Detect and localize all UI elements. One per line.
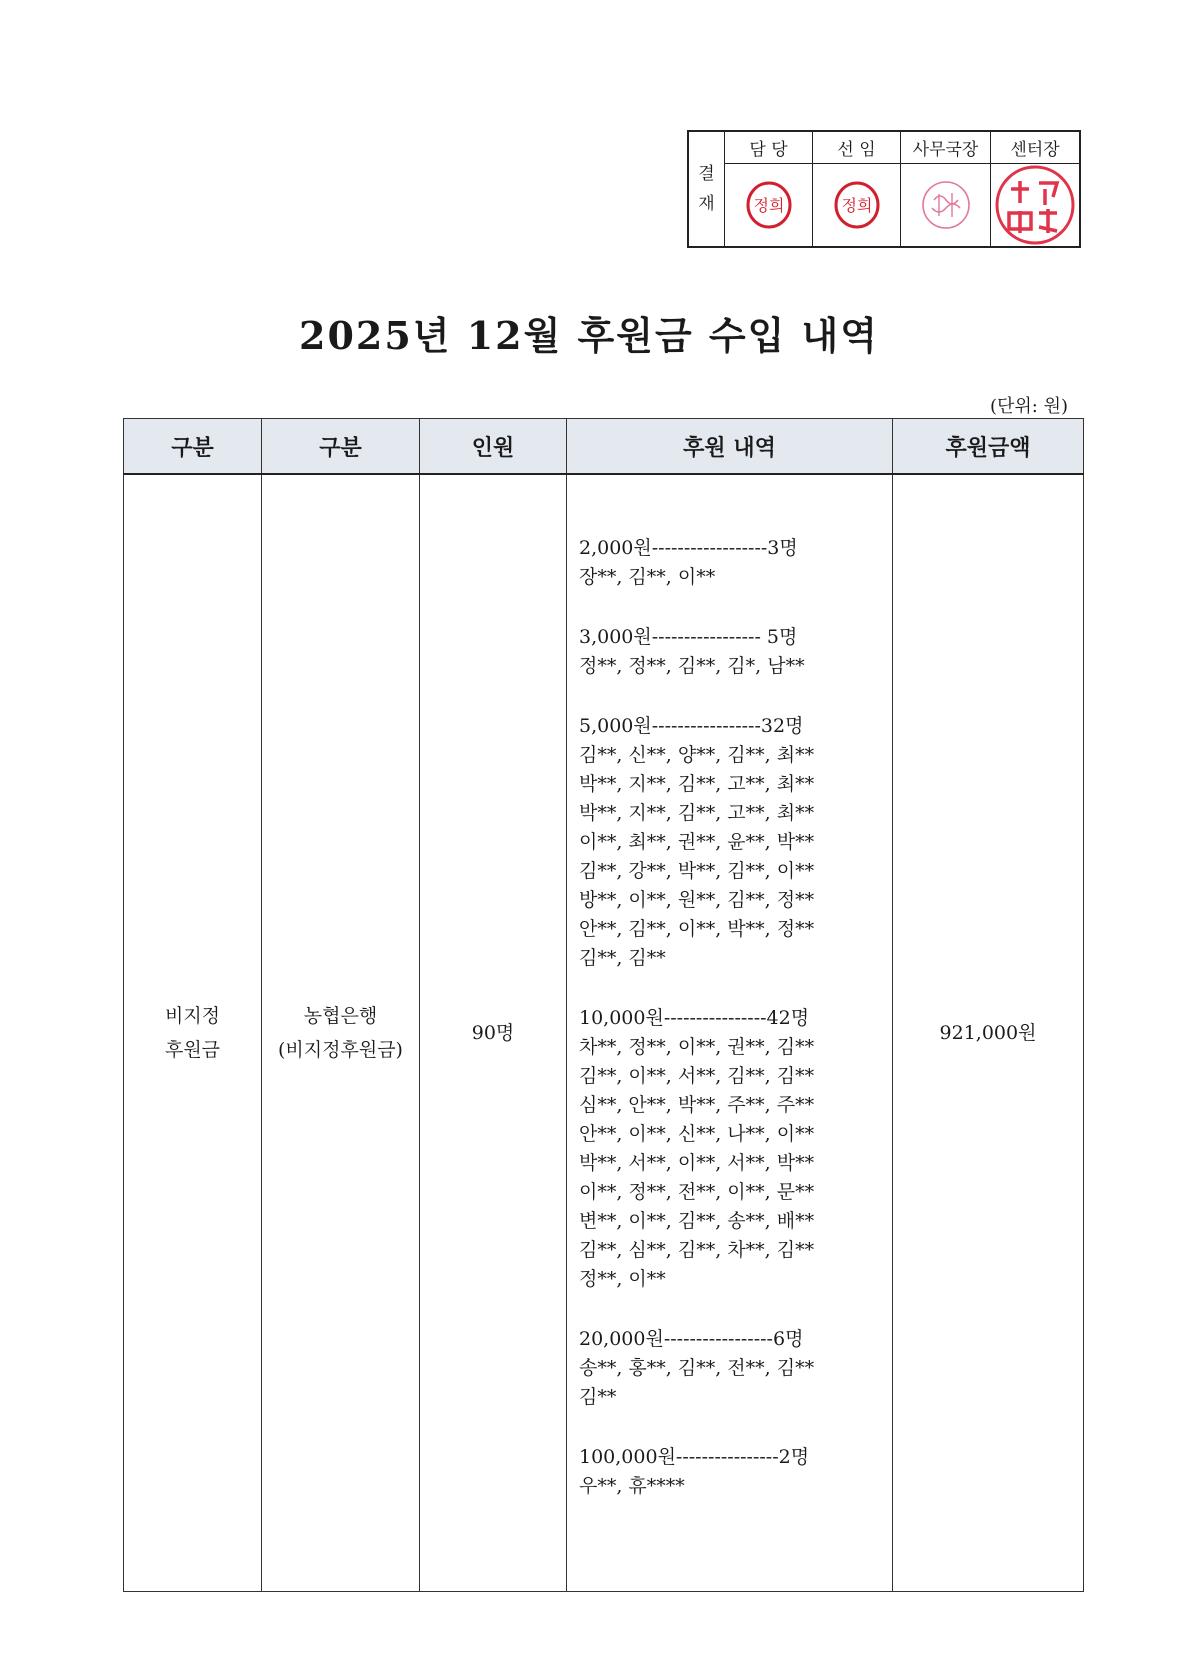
donation-group-header: 100,000원----------------2명: [579, 1446, 810, 1468]
header-amount: 후원금액: [893, 419, 1084, 475]
approval-side-char: 결: [698, 164, 715, 184]
donor-name-line: 정**, 정**, 김**, 김*, 남**: [579, 655, 805, 677]
donor-names: [579, 1033, 882, 1294]
approval-header-senior: 선 임: [813, 132, 901, 164]
category2-cell: [262, 474, 420, 1592]
category2-line: 농협은행: [303, 1005, 378, 1027]
donor-name-line: 이**, 정**, 전**, 이**, 문**: [579, 1181, 815, 1203]
approval-side-char: 재: [698, 194, 715, 214]
approval-side-label: [689, 132, 725, 246]
donation-group: [579, 1442, 882, 1501]
donor-names: [579, 741, 882, 973]
donation-group-header: 2,000원------------------3명: [579, 537, 798, 559]
donation-group: [579, 1324, 882, 1412]
donor-names: [579, 1354, 882, 1412]
donation-group: [579, 1003, 882, 1294]
donor-name-line: 우**, 휴****: [579, 1475, 685, 1497]
seal-stamp-icon: [745, 180, 793, 230]
donation-group-header: 20,000원-----------------6명: [579, 1328, 804, 1350]
donor-name-line: 송**, 홍**, 김**, 전**, 김**: [579, 1357, 815, 1379]
approval-header-secretary-general: 사무국장: [901, 132, 991, 164]
donor-name-line: 박**, 지**, 김**, 고**, 최**: [579, 773, 815, 795]
table-row: [124, 474, 1084, 1592]
donor-name-line: 변**, 이**, 김**, 송**, 배**: [579, 1210, 815, 1232]
donor-name-line: 박**, 지**, 김**, 고**, 최**: [579, 802, 815, 824]
header-category1: 구분: [124, 419, 262, 475]
donor-name-line: 방**, 이**, 원**, 김**, 정**: [579, 889, 815, 911]
donor-name-line: 김**, 심**, 김**, 차**, 김**: [579, 1239, 815, 1261]
donor-name-line: 정**, 이**: [579, 1268, 666, 1290]
category1-line: 후원금: [164, 1039, 221, 1061]
donor-name-line: 김**, 김**: [579, 947, 666, 969]
donor-name-line: 안**, 김**, 이**, 박**, 정**: [579, 918, 815, 940]
donation-table: [123, 418, 1084, 1592]
donation-group: [579, 711, 882, 973]
category1-line: 비지정: [164, 1005, 221, 1027]
donor-name-line: 김**: [579, 1386, 617, 1408]
amount-cell: 921,000원: [893, 474, 1084, 1592]
donor-names: [579, 563, 882, 592]
donor-name-line: 안**, 이**, 신**, 나**, 이**: [579, 1123, 815, 1145]
table-header-row: [124, 419, 1084, 475]
approval-header-center-director: 센터장: [991, 132, 1079, 164]
donation-group-header: 10,000원----------------42명: [579, 1007, 810, 1029]
donor-name-line: 심**, 안**, 박**, 주**, 주**: [579, 1094, 815, 1116]
donor-name-line: 장**, 김**, 이**: [579, 566, 716, 588]
donation-group-header: 3,000원----------------- 5명: [579, 626, 798, 648]
donor-name-line: 박**, 서**, 이**, 서**, 박**: [579, 1152, 815, 1174]
seal-text: 정희: [841, 196, 872, 215]
approval-header-staff: 담 당: [725, 132, 813, 164]
unit-label: (단위: 원): [990, 396, 1068, 417]
donor-name-line: 김**, 신**, 양**, 김**, 최**: [579, 744, 815, 766]
seal-text: 정희: [753, 196, 784, 215]
approval-seal-secretary-general: [901, 164, 991, 246]
donation-groups: [579, 533, 882, 1501]
approval-seal-staff: [725, 164, 813, 246]
approval-seal-center-director: [991, 164, 1079, 246]
donor-names: [579, 1472, 882, 1501]
donor-name-line: 이**, 최**, 권**, 윤**, 박**: [579, 831, 815, 853]
donation-group: [579, 533, 882, 592]
approval-seal-senior: [813, 164, 901, 246]
donor-name-line: 김**, 이**, 서**, 김**, 김**: [579, 1065, 815, 1087]
donor-names: [579, 652, 882, 681]
page-title: 2025년 12월 후원금 수입 내역: [299, 313, 879, 358]
donor-name-line: 김**, 강**, 박**, 김**, 이**: [579, 860, 815, 882]
headcount-cell: 90명: [420, 474, 567, 1592]
donation-group-header: 5,000원-----------------32명: [579, 715, 804, 737]
header-headcount: 인원: [420, 419, 567, 475]
category1-cell: [124, 474, 262, 1592]
header-category2: 구분: [262, 419, 420, 475]
header-details: 후원 내역: [567, 419, 893, 475]
donor-name-line: 차**, 정**, 이**, 권**, 김**: [579, 1036, 815, 1058]
seal-stamp-icon: [833, 180, 881, 230]
category2-line: (비지정후원금): [278, 1039, 403, 1061]
seal-stamp-icon: [919, 178, 973, 232]
approval-box: [687, 130, 1081, 248]
seal-stamp-icon: [993, 163, 1077, 247]
details-cell: [567, 474, 893, 1592]
donation-group: [579, 622, 882, 681]
